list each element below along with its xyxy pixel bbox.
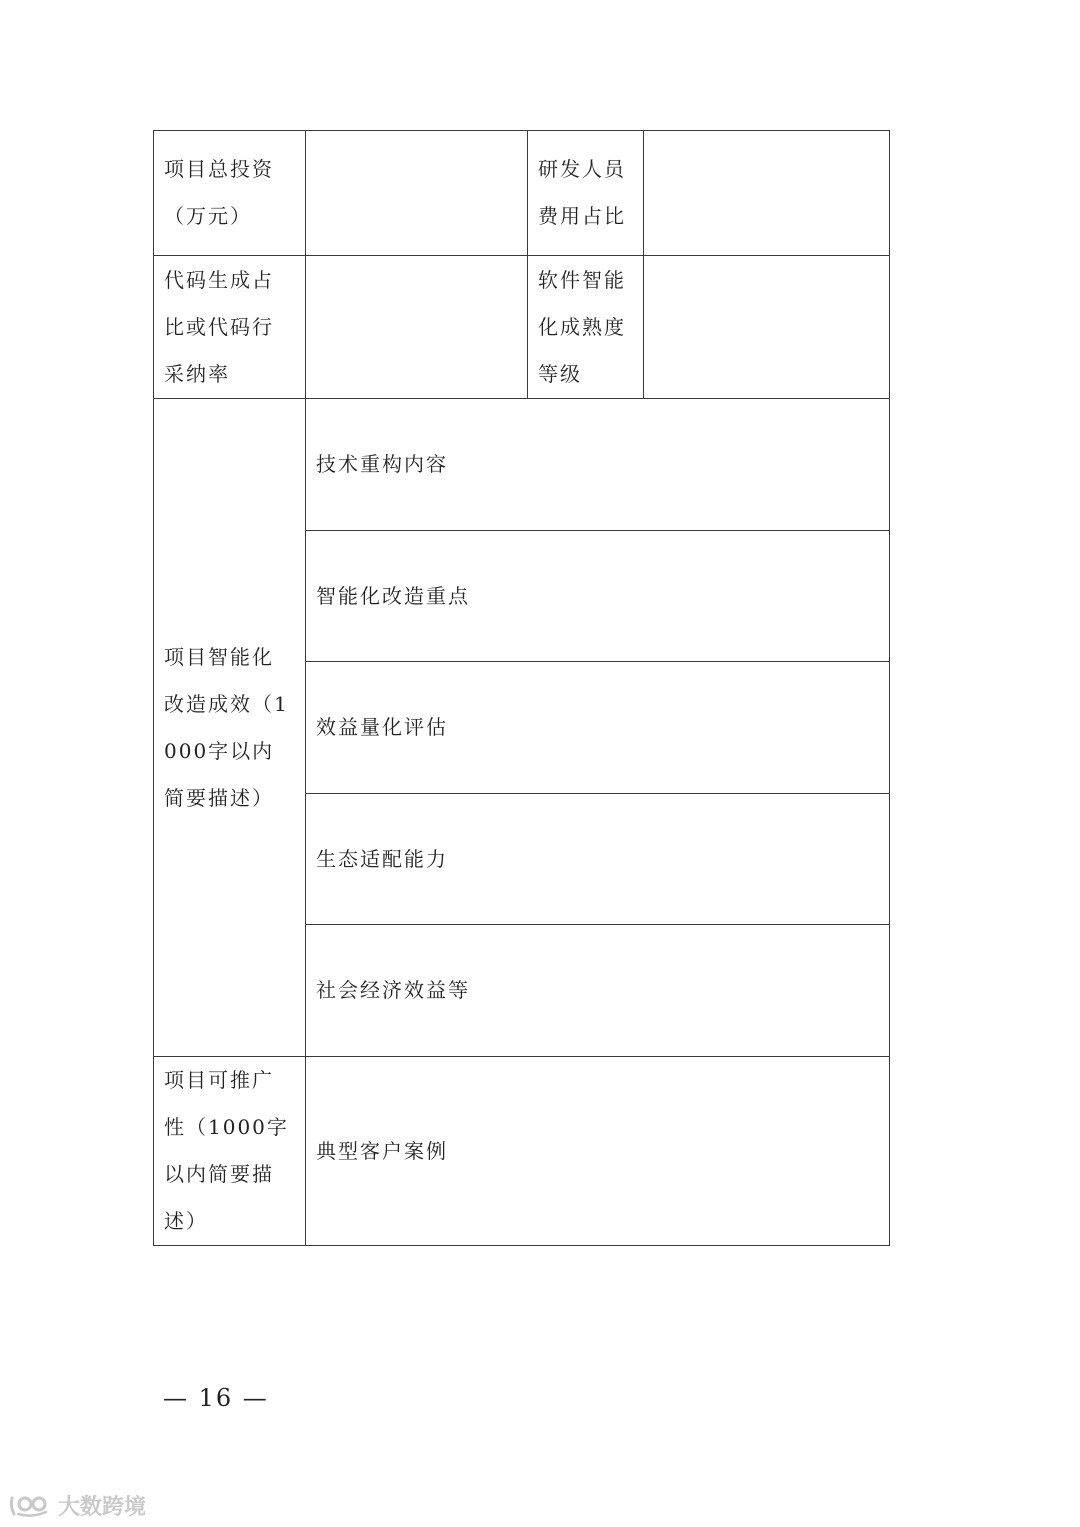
total-investment-label: 项目总投资（万元） (154, 131, 306, 256)
software-maturity-label: 软件智能化成熟度等级 (528, 256, 644, 399)
table-row (154, 399, 890, 531)
rd-cost-ratio-label: 研发人员费用占比 (528, 131, 644, 256)
application-form-table (153, 130, 890, 1246)
scalability-label: 项目可推广性（1000字以内简要描述） (154, 1057, 306, 1246)
rd-cost-ratio-value[interactable] (644, 131, 890, 256)
brand-logo-icon (8, 1493, 52, 1519)
table-row (154, 131, 890, 256)
table-row (154, 1057, 890, 1246)
watermark (8, 1490, 146, 1521)
effect-item-social-economic-benefit[interactable]: 社会经济效益等 (306, 925, 890, 1057)
watermark-text: 大数跨境 (58, 1495, 147, 1520)
effect-item-key-focus[interactable]: 智能化改造重点 (306, 531, 890, 662)
software-maturity-value[interactable] (644, 256, 890, 399)
table-row (154, 256, 890, 399)
effect-item-ecosystem-adaptation[interactable]: 生态适配能力 (306, 794, 890, 925)
effect-item-tech-refactor[interactable]: 技术重构内容 (306, 399, 890, 531)
total-investment-value[interactable] (306, 131, 528, 256)
effect-item-benefit-evaluation[interactable]: 效益量化评估 (306, 662, 890, 794)
page-number: — 16 — (163, 1384, 269, 1412)
typical-customer-case[interactable]: 典型客户案例 (306, 1057, 890, 1246)
code-generation-ratio-value[interactable] (306, 256, 528, 399)
code-generation-ratio-label: 代码生成占比或代码行采纳率 (154, 256, 306, 399)
intelligent-effect-label: 项目智能化改造成效（1000字以内简要描述） (154, 399, 306, 1057)
